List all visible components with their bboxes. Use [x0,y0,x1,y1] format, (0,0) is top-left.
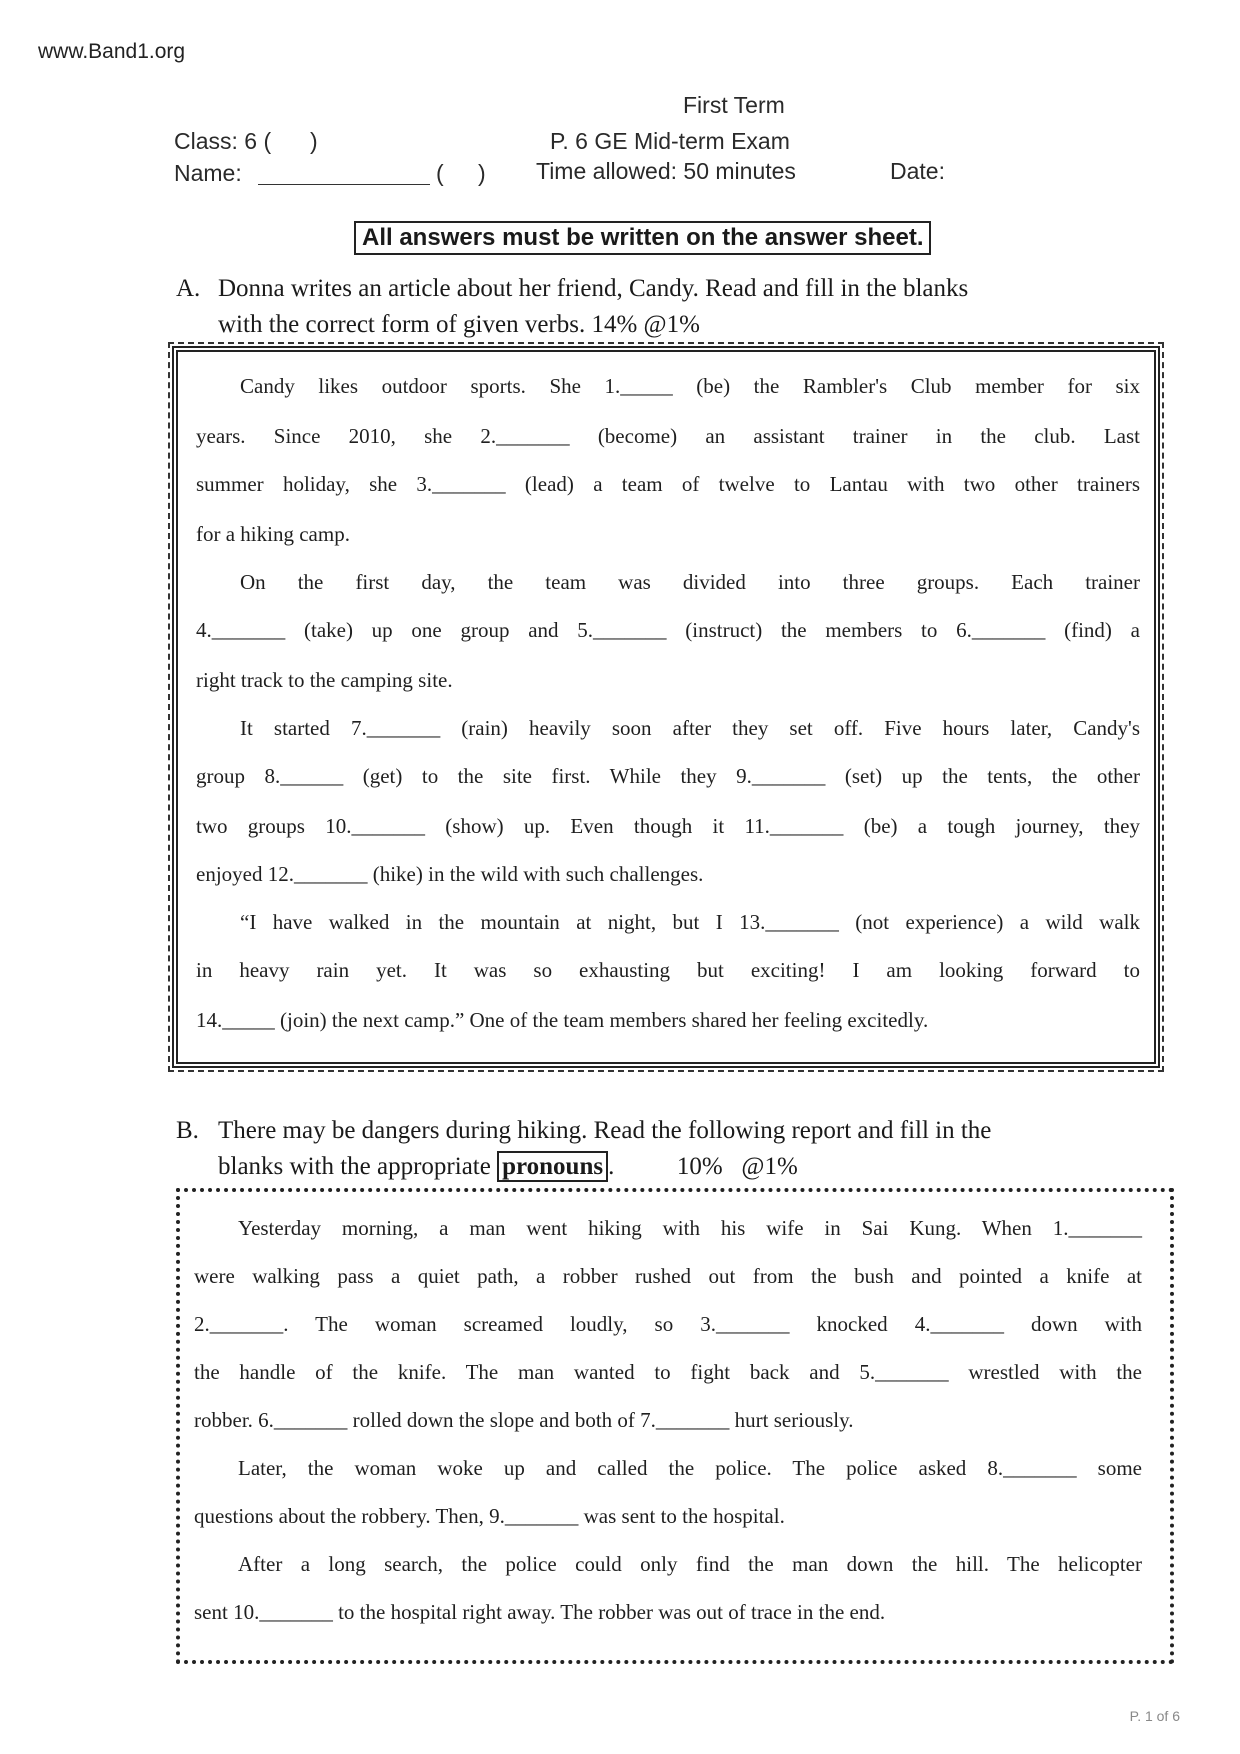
exam-title: P. 6 GE Mid-term Exam [550,128,790,154]
passage-b-line: After a long search, the police could only find the man down the hill. The helicopter [238,1552,1142,1576]
date-label: Date: [890,158,945,184]
passage-a-line: enjoyed 12._______ (hike) in the wild with such challenges. [196,862,704,886]
passage-a-line: two groups 10._______ (show) up. Even though it 11._______ (be) a tough journey, they [196,814,1140,838]
time-allowed: Time allowed: 50 minutes [536,158,796,184]
passage-b-line: questions about the robbery. Then, 9._______ was sent to the hospital. [194,1504,785,1528]
passage-a-line: 4._______ (take) up one group and 5._______ (instruct) the members to 6._______ (find) a [196,618,1140,642]
passage-a-line: It started 7._______ (rain) heavily soon after they set off. Five hours later, Candy's [240,716,1140,740]
section-b-letter: B. [176,1117,199,1144]
section-b-instruction-1: There may be dangers during hiking. Read the following report and fill in the [218,1117,992,1144]
answer-sheet-notice: All answers must be written on the answer sheet. [354,221,931,255]
passage-b-line: sent 10._______ to the hospital right away. The robber was out of trace in the end. [194,1600,886,1624]
passage-a-line: in heavy rain yet. It was so exhausting but exciting! I am looking forward to [196,958,1140,982]
section-b-instruction-2-post: . 10% @1% [608,1153,798,1180]
passage-b-line: the handle of the knife. The man wanted to fight back and 5._______ wrestled with the [194,1360,1142,1384]
passage-a-line: “I have walked in the mountain at night, but I 13._______ (not experience) a wild walk [240,910,1140,934]
section-b-instruction-2-pre: blanks with the appropriate [218,1153,491,1180]
passage-b-line: 2._______. The woman screamed loudly, so 3._______ knocked 4._______ down with [194,1312,1142,1336]
section-a-passage-box [172,346,1160,1068]
name-paren-open: ( [436,160,444,186]
class-label: Class: 6 ( [174,128,272,154]
name-paren-close: ) [478,160,486,186]
section-a-instruction-1: Donna writes an article about her friend, Candy. Read and fill in the blanks [218,275,969,302]
section-a-instruction-2: with the correct form of given verbs. 14% @1% [218,311,700,338]
name-blank[interactable] [258,162,430,185]
passage-a-line: summer holiday, she 3._______ (lead) a team of twelve to Lantau with two other trainers [196,472,1140,496]
page-number: P. 1 of 6 [1129,1708,1180,1724]
passage-b-line: were walking pass a quiet path, a robber rushed out from the bush and pointed a knife at [194,1264,1142,1288]
passage-a-line: Candy likes outdoor sports. She 1._____ (be) the Rambler's Club member for six [240,374,1140,398]
section-b-heading [176,1112,1156,1192]
passage-b-line: Later, the woman woke up and called the police. The police asked 8._______ some [238,1456,1142,1480]
passage-a-line: group 8.______ (get) to the site first. While they 9._______ (set) up the tents, the other [196,764,1140,788]
site-watermark: www.Band1.org [38,40,186,63]
passage-a-line: years. Since 2010, she 2._______ (become) an assistant trainer in the club. Last [196,424,1140,448]
passage-b-line: Yesterday morning, a man went hiking with his wife in Sai Kung. When 1._______ [238,1216,1142,1240]
section-a-heading [176,270,1156,350]
passage-a-line: right track to the camping site. [196,668,453,692]
passage-a-line: for a hiking camp. [196,522,350,546]
section-b-passage-box [176,1188,1174,1664]
section-a-letter: A. [176,275,201,302]
class-close-paren: ) [310,128,318,154]
section-b-instruction-2 [218,1148,798,1186]
passage-a-line: On the first day, the team was divided into three groups. Each trainer [240,570,1140,594]
name-label: Name: [174,160,242,186]
passage-a-line: 14._____ (join) the next camp.” One of the team members shared her feeling excitedly. [196,1008,929,1032]
exam-term: First Term [683,92,785,118]
pronouns-boxed-word: pronouns [497,1151,608,1182]
passage-b-line: robber. 6._______ rolled down the slope and both of 7._______ hurt seriously. [194,1408,854,1432]
